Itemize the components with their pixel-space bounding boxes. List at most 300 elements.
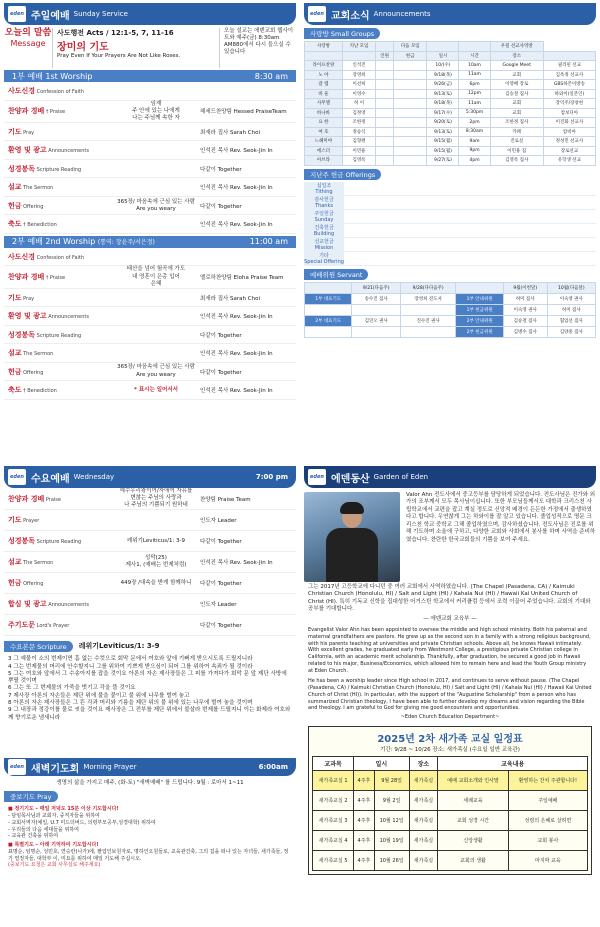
table-cell <box>376 146 394 156</box>
second-worship-bar <box>4 236 296 248</box>
table-cell: 새가족교실 4 <box>313 830 354 850</box>
table-cell: 이영배 장로 <box>490 80 543 90</box>
table-header-cell: 사랑방 <box>305 42 343 52</box>
second-worship-time: 11:00 am <box>249 237 288 247</box>
announcements-title-en: Announcements <box>373 10 431 18</box>
offering-label <box>304 210 344 223</box>
table-subheader-cell <box>305 51 343 61</box>
message-title: 장미의 기도 <box>57 42 109 53</box>
order-item-ko: 축도 <box>8 386 22 395</box>
order-row <box>4 531 296 552</box>
table-cell: 김양중 집사 <box>547 326 595 337</box>
eden-title-ko: 에덴동산 <box>331 473 370 485</box>
table-cell: 새가족실 <box>409 850 438 870</box>
table-cell: 6pm <box>459 80 490 90</box>
table-cell <box>394 146 427 156</box>
table-cell: 노 아 <box>305 70 343 80</box>
order-item <box>4 557 112 567</box>
offering-row <box>304 210 596 224</box>
order-row <box>4 160 296 179</box>
table-subheader-cell <box>342 51 375 61</box>
order-item-ko: 주기도문 <box>8 621 36 630</box>
order-item <box>4 311 112 321</box>
table-cell: 김영록 <box>342 156 375 166</box>
servant-table <box>304 282 596 338</box>
table-subheader-cell: 장소 <box>490 51 543 61</box>
scripture-text: 3 그 예물이 소의 번제이면 흠 없는 수컷으로 회막 문에서 여호와 앞에 기뻐게 받으시도록 드릴지니라 4 그는 번제물의 머리에 안수할지니 그를 위하여 기쁘게 받으심이 되어 그를 위하여 속죄가 될 것이라 5 그는 여호와 앞에서 그 수송아지를 잡을 것이요 아론의 자손 제사장들은 그 피를 가져다가 회막 문 앞 제단 사방에 뿌릴 것이며 6 그는 또 그 번제물의 가죽을 벗기고 각을 뜰 것이요 7 제사장 아론의 자손들은 제단 위에 불을 붙이고 불 위에 나무를 벌여 놓고 8 아론의 자손 제사장들은 그 뜬 각과 머리와 기름을 제단 위의 불 위에 있는 나무에 벌여 놓을 것이며 9 그 내장과 정강이를 물로 씻을 것이요 제사장은 그 전부를 제단 위에서 불살라 번제를 드릴지니 이는 화제라 여호와께 향기로운 냄새니라 <box>8 656 291 721</box>
order-item <box>4 293 112 303</box>
offering-ko: 감사헌금 <box>314 196 334 203</box>
table-cell <box>376 108 394 118</box>
order-item-en: Scripture Reading <box>35 332 82 339</box>
table-cell: 교회 <box>490 70 543 80</box>
scripture-ref: 레위기Leviticus/1: 3-9 <box>78 642 160 651</box>
new-family-schedule <box>308 726 592 875</box>
table-cell: 정성민 선교사 <box>543 137 595 147</box>
order-detail: 레위기Leviticus/1: 3-9 <box>126 537 186 544</box>
table-cell: 12pm <box>459 89 490 99</box>
table-cell: 9/13(토) <box>427 127 459 137</box>
order-item <box>4 252 112 262</box>
offering-row <box>304 182 596 196</box>
eden-logo: eden <box>8 6 26 22</box>
prayer-special-title: ■ 특별기도 – 아래 기억하여 기도합시다! <box>8 842 99 849</box>
eden-logo: eden <box>308 469 326 485</box>
table-cell: 이진화 선교사 <box>543 118 595 128</box>
order-item <box>4 127 112 137</box>
table-cell: 9pm <box>459 146 490 156</box>
order-item-en: Prayer <box>21 518 40 525</box>
order-leader: 인석진 목사 Rev. Seok-Jin In <box>200 560 273 567</box>
schedule-header-cell: 일시 <box>354 756 409 770</box>
order-item <box>4 201 112 211</box>
table-cell: 9월 28일 <box>374 770 409 790</box>
table-cell <box>352 304 400 315</box>
wednesday-title-ko: 수요예배 <box>31 473 70 485</box>
order-item <box>4 494 112 504</box>
table-cell: 필리핀 선교 <box>543 61 595 71</box>
order-detail: 임재 주 안에 있는 나에게 나는 주님께 속한 자 <box>132 100 180 121</box>
table-cell: 마지막 교육 <box>508 850 587 870</box>
table-cell: 9/17(수) <box>427 108 459 118</box>
table-cell: 9/26(금) <box>427 80 459 90</box>
table-cell: 이민용 집 <box>490 146 543 156</box>
table-header-cell <box>459 42 490 52</box>
order-item-ko: 헌금 <box>8 367 22 376</box>
table-cell: 11am <box>459 99 490 109</box>
table-cell: 장영희 전도사 <box>400 293 456 304</box>
order-detail: 449장 /대속을 받게 함께하니 <box>120 579 192 586</box>
table-header-cell <box>376 42 394 52</box>
order-item <box>4 330 112 340</box>
message-note: 오늘 설교는 에덴교회 웹사이트와 예주(금) 8:30am AM880에서 다시 들으실 수 있습니다 <box>224 28 294 55</box>
order-item-en: Offering <box>21 581 44 588</box>
order-row <box>4 573 296 594</box>
order-row <box>4 488 296 510</box>
order-item-en: † Benediction <box>21 388 57 395</box>
order-item-ko: 설교 <box>8 349 22 358</box>
order-leader: 인석진 목사 Rev. Seok-Jin In <box>200 388 273 395</box>
table-cell: 4주후 <box>354 790 374 810</box>
small-group-row <box>305 127 596 137</box>
table-subheader-cell: 시간 <box>459 51 490 61</box>
table-cell: 김옥정 선교사 <box>543 70 595 80</box>
table-cell: 10월 19일 <box>374 830 409 850</box>
table-cell: 김승철 집사 <box>490 89 543 99</box>
order-row <box>4 307 296 326</box>
table-cell: 세례교육 <box>438 790 508 810</box>
order-row <box>4 363 296 382</box>
table-cell: 1부 헌금위원 <box>456 304 503 315</box>
offering-label <box>304 252 344 265</box>
order-item-en: Offering <box>21 369 44 376</box>
eden-title-en: Garden of Eden <box>373 473 429 481</box>
table-cell: 교회 <box>490 99 543 109</box>
offering-row <box>304 238 596 252</box>
order-row <box>4 289 296 308</box>
order-item-en: Offering <box>21 203 44 210</box>
table-cell: 바 울 <box>305 89 343 99</box>
table-cell: 4주후 <box>354 850 374 870</box>
table-cell: 김정영 <box>342 108 375 118</box>
table-cell <box>376 118 394 128</box>
second-worship-note: (통역: 장윤주/서은정) <box>97 239 155 247</box>
order-leader: 헤세드찬양팀 Hessed PraiseTeam <box>200 109 287 116</box>
announcements-panel <box>300 0 600 463</box>
prayer-note: (중보기도 요청은 교회 사무실로 해주세요) <box>8 862 101 869</box>
order-item-ko: 기도 <box>8 127 22 136</box>
first-worship-bar <box>4 70 296 82</box>
schedule-row <box>313 850 588 870</box>
table-subheader-cell: 일시 <box>427 51 459 61</box>
table-cell: 사무엘 <box>305 99 343 109</box>
sunday-title-ko: 주일예배 <box>31 10 70 22</box>
order-row <box>4 248 296 267</box>
table-cell: 10월 26일 <box>374 850 409 870</box>
servant-row <box>305 304 596 315</box>
profile-ko-sign: — 에덴교회 교육부 — <box>423 615 477 622</box>
small-group-row <box>305 156 596 166</box>
morning-time: 6:00am <box>258 763 288 772</box>
table-cell: Google Meet <box>490 61 543 71</box>
offering-en: Tithing <box>315 188 333 195</box>
table-cell: 장영희 <box>342 70 375 80</box>
order-item-en: Lord's Prayer <box>35 623 70 630</box>
table-cell: 8:30am <box>459 127 490 137</box>
order-leader: 인도자 Leader <box>200 518 237 525</box>
message-box <box>4 28 296 68</box>
table-cell: 교회 <box>490 108 543 118</box>
servant-row <box>305 293 596 304</box>
table-cell: 9/18(목) <box>427 70 459 80</box>
order-item-en: † Praise <box>44 109 66 116</box>
order-row <box>4 510 296 531</box>
order-leader: 인도자 Leader <box>200 602 237 609</box>
servant-heading: 예배위원 Servant <box>304 269 368 280</box>
table-cell: 9월 2일 <box>374 790 409 810</box>
order-row <box>4 266 296 288</box>
announcements-header <box>304 3 596 25</box>
order-item <box>4 578 112 588</box>
table-cell: 이영수 <box>342 89 375 99</box>
table-cell: GBS하몬이방송 <box>543 80 595 90</box>
table-cell <box>376 127 394 137</box>
order-leader: 다같이 Together <box>200 203 242 210</box>
first-worship-order <box>4 82 296 234</box>
table-cell: 새가족교실 1 <box>313 770 354 790</box>
table-cell <box>400 326 456 337</box>
order-item-en: † Benediction <box>21 222 57 229</box>
order-item-ko: 축도 <box>8 220 22 229</box>
order-row <box>4 326 296 345</box>
small-group-row <box>305 137 596 147</box>
schedule-title: 2025년 2차 새가족 교실 일정표 <box>377 733 523 745</box>
offering-label <box>304 182 344 195</box>
order-leader: 다같이 Together <box>200 166 242 173</box>
table-cell <box>305 304 352 315</box>
table-cell <box>376 70 394 80</box>
order-item <box>4 86 112 96</box>
morning-title-ko: 새벽기도회 <box>31 763 80 775</box>
profile-ko-text: Valor Ahn 전도사에서 중고등부를 담당하게 되었습니다. 전도사님은 진가와 외가의 조부께서 모두 목사님이십니다. 또한 부모님들께서도 대학과 크리스천 사립학교에서 교편을 잡고 계실 정도로 신앙적 배경이 든든한 가정에서 출생하였다고 합니다. 우연찮게 그는 하와이를 잘 알고 있습니다. 졸업성적으로 명문 크리스천 학교 중학교 그해 졸업하였으며, 감사하셨습니다. 전도사님은 진로를 위해 기도하며 소울에 구하고, 다양한 교회와 사회에서 봉사를 하며 사역을 준비하였습니다. 찬란한 한국교회들의 기쁨을 보여 주세요. <box>406 492 596 543</box>
eden-header <box>304 466 596 488</box>
order-row <box>4 344 296 363</box>
table-header-cell: 우릴 선교사역방 <box>490 42 543 52</box>
offering-en: Thanks <box>315 202 333 209</box>
offering-row <box>304 196 596 210</box>
small-group-row <box>305 80 596 90</box>
table-cell <box>400 304 456 315</box>
order-detail: 365장/ 마음속에 근심 있는 사람 Are you weary <box>117 364 195 378</box>
order-leader: 인석진 목사 Rev. Seok-Jin In <box>200 185 273 192</box>
small-group-row <box>305 70 596 80</box>
order-item <box>4 182 112 192</box>
scripture-heading: 수요본문 Scripture <box>4 641 73 652</box>
table-cell: 4주후 <box>354 770 374 790</box>
table-cell: 11am <box>459 70 490 80</box>
message-main <box>52 28 220 68</box>
order-item-ko: 성경봉독 <box>8 164 36 173</box>
table-header-cell: 지난 모임 <box>342 42 375 52</box>
order-detail: 365장/ 마음속에 근심 있는 사람 Are you weary <box>117 198 195 212</box>
sunday-service-panel <box>0 0 300 463</box>
small-groups-heading: 사랑방 Small Groups <box>304 28 380 39</box>
message-title-en: Pray Even If Your Prayers Are Not Like Roses. <box>57 53 181 59</box>
table-header-cell: 9/28(다다음주) <box>400 282 456 293</box>
sunday-header <box>4 3 296 25</box>
table-subheader-cell: 헌금 <box>394 51 427 61</box>
table-cell: 에스더 <box>305 146 343 156</box>
message-label-ko: 오늘의 말씀 <box>4 28 52 38</box>
order-item <box>4 164 112 174</box>
small-group-row <box>305 99 596 109</box>
table-cell <box>376 156 394 166</box>
order-item-en: The Sermon <box>21 185 54 192</box>
order-row <box>4 215 296 234</box>
small-group-row <box>305 61 596 71</box>
table-cell <box>394 80 427 90</box>
table-cell: 캄비아 <box>543 127 595 137</box>
order-item-en: Scripture Reading <box>35 166 82 173</box>
table-cell <box>394 156 427 166</box>
table-cell: 2부 안내위원 <box>456 315 503 326</box>
table-header-cell: 10월(다음달) <box>547 282 595 293</box>
schedule-header-cell: 교육내용 <box>438 756 588 770</box>
order-item-ko: 찬양과 경배 <box>8 494 45 503</box>
order-item-en: Pray <box>21 129 35 136</box>
table-header-row <box>305 282 596 293</box>
order-item <box>4 620 112 630</box>
order-item-ko: 설교 <box>8 558 22 567</box>
table-cell: 정승식 <box>342 127 375 137</box>
order-item <box>4 219 112 229</box>
table-cell: 새가족실 <box>409 810 438 830</box>
table-cell <box>394 108 427 118</box>
order-row <box>4 615 296 636</box>
small-groups-table <box>304 41 596 166</box>
morning-desc: 생명의 삶을 가지고 매주, (화-토) "새벽예배" 를 드립니다. 9월 : 로마서 1~11 <box>56 780 244 787</box>
table-cell <box>376 61 394 71</box>
order-leader: 인석진 목사 Rev. Seok-Jin In <box>200 148 273 155</box>
schedule-header-cell: 교과목 <box>313 756 354 770</box>
order-detail: 태산을 넘어 험곡에 가도 내 영혼이 은총 입어 은혜 <box>126 266 186 287</box>
table-cell: 진로실 <box>490 137 543 147</box>
table-cell: 이선희 <box>342 80 375 90</box>
small-group-row <box>305 89 596 99</box>
table-cell: 4주후 <box>354 810 374 830</box>
order-item-en: Confession of Faith <box>35 254 85 261</box>
eden-logo: eden <box>8 469 26 485</box>
table-cell <box>305 326 352 337</box>
offering-en: Building <box>313 230 335 237</box>
order-leader: 다같이 Together <box>200 369 242 376</box>
table-cell: 2pm <box>459 118 490 128</box>
table-cell: 2부 대표기도 <box>305 315 352 326</box>
order-row <box>4 381 296 400</box>
table-cell <box>352 326 400 337</box>
offerings-list <box>304 182 596 266</box>
order-item-en: Announcements <box>46 602 89 609</box>
schedule-row <box>313 790 588 810</box>
order-leader: 찬양팀 Praise Team <box>200 496 251 503</box>
schedule-row <box>313 830 588 850</box>
servant-row <box>305 315 596 326</box>
order-item <box>4 145 112 155</box>
table-cell: 협업선 집사 <box>547 315 595 326</box>
order-item-ko: 찬양과 경배 <box>8 273 45 282</box>
order-row <box>4 141 296 160</box>
message-label-en: Message <box>10 38 46 48</box>
table-cell: 김연오 권사 <box>352 315 400 326</box>
order-item <box>4 367 112 377</box>
order-item <box>4 106 112 116</box>
table-header-row <box>305 42 596 52</box>
offering-ko: 기타 <box>319 252 329 259</box>
order-item <box>4 515 112 525</box>
table-cell: 카페 <box>490 127 543 137</box>
table-cell: 이민용 <box>342 146 375 156</box>
prayer-regular-title: ■ 정기기도 – 매일 저녁도 15분 이상 기도합시다! <box>8 806 119 813</box>
table-cell: 캄보디아 <box>543 108 595 118</box>
table-header-cell: 다음 모임 <box>394 42 427 52</box>
prayer-box <box>4 804 296 871</box>
offering-ko: 건축헌금 <box>314 224 334 231</box>
table-cell: 주일예배 <box>508 790 587 810</box>
prayer-heading: 중보기도 Pray <box>4 791 58 802</box>
order-item-en: Praise <box>44 496 61 503</box>
order-item-ko: 설교 <box>8 183 22 192</box>
order-item-ko: 환영 및 광고 <box>8 146 47 155</box>
table-cell: 새가족실 <box>409 790 438 810</box>
message-ref: 사도행전 Acts / 12:1-5, 7, 11-16 <box>57 29 174 37</box>
table-cell: 9/13(토) <box>427 89 459 99</box>
table-cell: 조한정 <box>342 118 375 128</box>
table-cell: 10am <box>459 61 490 71</box>
schedule-row <box>313 810 588 830</box>
prayer-special-items: 표명순, 임명순, 성민호, 연승란(나가)에, 팔업인보원자로, 명하인오원들로, 교육관건축, 그의 집을 떠나 있는 자녀들, 새가족들, 정기 열정자들, 대학부 이, 미요를 위하여 매일 기도해 주십시오. <box>8 848 289 862</box>
order-item-en: Pray <box>21 295 35 302</box>
offering-en: Sunday <box>314 216 334 223</box>
table-cell: 교회 봉사 <box>508 830 587 850</box>
sunday-title-en: Sunday Service <box>73 10 128 18</box>
profile-en-text: Evangelist Valor Ahn has been appointed to oversee the middle and high school ministry. Both his paternal and maternal grandfathers are pastors. He grew up as the second son in a family with a strong religious background, with his parents teaching at universities and private Christian schools. Above all, he knows Hawaii intimately. With excellent grades, he graduated early from Westmont College, a prestigious private Christian college in California, with an academic merit scholarship. Thankfully, after graduation, he secured a good job in Hawaii related to his major, Business/Economics, which allowed him to remain here and lead the Youth Group ministry at Eden Church. <box>308 627 591 674</box>
table-cell: 새가족교실 3 <box>313 810 354 830</box>
order-detail: 예수우리왕이여/자애여 자유를 변찮는 주님의 사랑과 나 주님의 기쁨되기 원하네 <box>119 488 193 509</box>
table-cell: 조한정 집사 <box>490 118 543 128</box>
order-row <box>4 101 296 123</box>
message-label <box>4 28 52 68</box>
table-subheader-cell <box>543 51 595 61</box>
table-subheader-row <box>305 51 596 61</box>
order-item-ko: 헌금 <box>8 201 22 210</box>
table-header-cell <box>427 42 459 52</box>
table-cell: 신앙생활 <box>438 830 508 850</box>
order-item <box>4 536 112 546</box>
table-cell: 김형렌 <box>342 137 375 147</box>
order-item-ko: 사도신경 <box>8 252 36 261</box>
table-cell: 9/27(토) <box>427 156 459 166</box>
wednesday-panel <box>0 463 300 927</box>
order-item-ko: 찬양과 경배 <box>8 107 45 116</box>
order-item <box>4 385 112 395</box>
profile-en-sign: ~Eden Church Education Department~ <box>400 714 500 721</box>
table-cell: 9/15(월) <box>427 146 459 156</box>
table-cell: 이숙영 권사 <box>547 293 595 304</box>
table-cell: 새가족교실 2 <box>313 790 354 810</box>
table-cell: 인석진 <box>342 61 375 71</box>
wednesday-time: 7:00 pm <box>255 473 288 481</box>
order-leader: 다같이 Together <box>200 623 242 630</box>
eden-logo: eden <box>308 6 326 22</box>
table-cell: 1부 안내위원 <box>456 293 503 304</box>
table-cell: 요 한 <box>305 118 343 128</box>
table-cell: 4pm <box>459 156 490 166</box>
table-cell <box>394 118 427 128</box>
table-cell: 바나바 <box>305 108 343 118</box>
table-cell: 이숙영 권사 <box>503 304 547 315</box>
table-cell <box>394 137 427 147</box>
order-row <box>4 178 296 197</box>
table-cell: 9/15(월) <box>427 137 459 147</box>
table-cell <box>394 99 427 109</box>
order-item-ko: 합심 및 광고 <box>8 600 47 609</box>
table-cell: 2부 헌금위원 <box>456 326 503 337</box>
order-item-en: Scripture Reading <box>35 539 82 546</box>
offering-label <box>304 196 344 209</box>
order-leader: 인석진 목사 Rev. Seok-Jin In <box>200 314 273 321</box>
morning-title-en: Morning Prayer <box>83 763 137 772</box>
order-item-ko: 사도신경 <box>8 86 36 95</box>
